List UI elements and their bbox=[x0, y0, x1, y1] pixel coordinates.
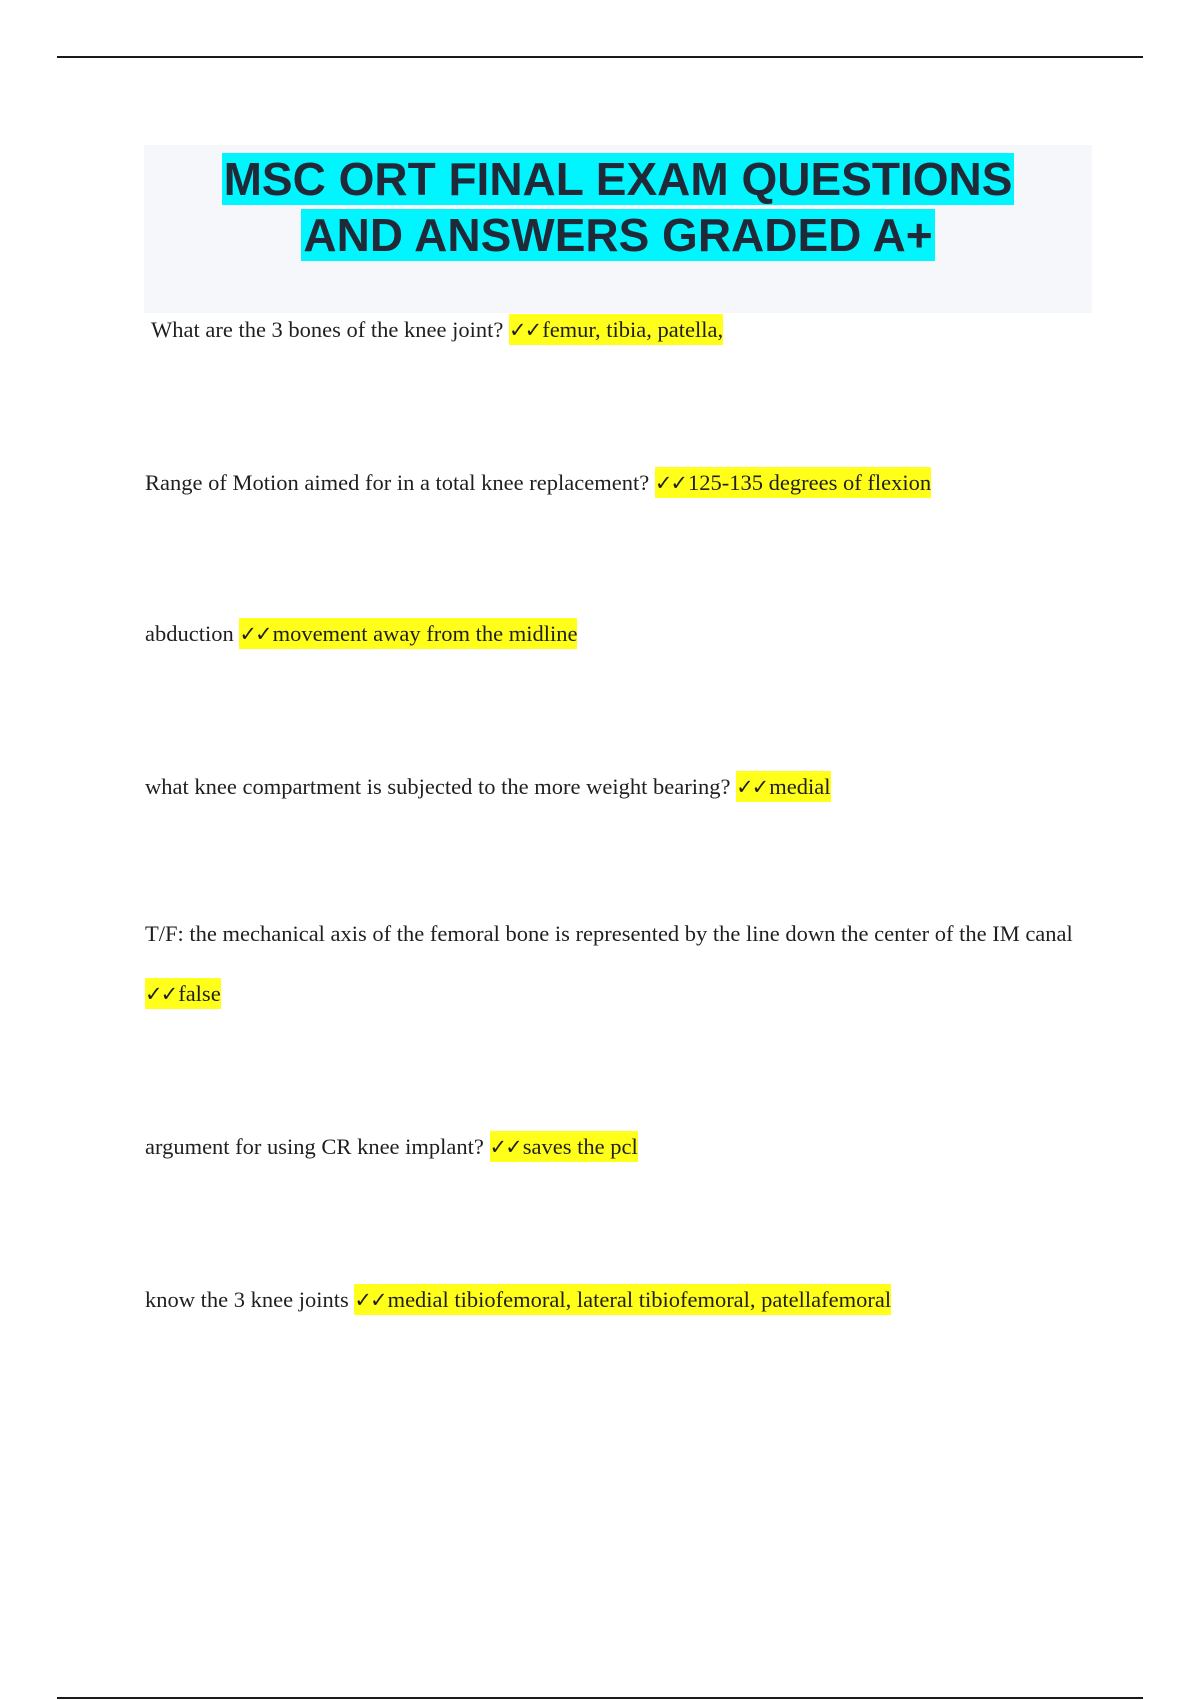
title-line-2: AND ANSWERS GRADED A+ bbox=[303, 209, 933, 261]
answer-highlight bbox=[354, 1284, 891, 1315]
answer-text: 125-135 degrees of flexion bbox=[688, 470, 932, 495]
question-text: abduction bbox=[145, 621, 234, 646]
question-text: Range of Motion aimed for in a total knee replacement? bbox=[145, 470, 650, 495]
qa-item-4 bbox=[145, 757, 1105, 817]
qa-item-5 bbox=[145, 904, 1105, 1024]
answer-highlight bbox=[655, 467, 931, 498]
title-line-1: MSC ORT FINAL EXAM QUESTIONS bbox=[223, 153, 1013, 205]
answer-highlight bbox=[509, 314, 723, 345]
title-box bbox=[144, 145, 1092, 313]
double-check-icon: ✓✓ bbox=[145, 982, 177, 1006]
double-check-icon: ✓✓ bbox=[239, 622, 271, 646]
document-title bbox=[144, 145, 1092, 263]
footer-rule bbox=[57, 1697, 1143, 1699]
qa-item-3 bbox=[145, 604, 1105, 664]
answer-text: false bbox=[178, 981, 221, 1006]
qa-item-1 bbox=[151, 300, 1111, 360]
double-check-icon: ✓✓ bbox=[354, 1288, 386, 1312]
question-text: what knee compartment is subjected to the more weight bearing? bbox=[145, 774, 731, 799]
qa-item-2 bbox=[145, 453, 1105, 513]
question-text: argument for using CR knee implant? bbox=[145, 1134, 484, 1159]
double-check-icon: ✓✓ bbox=[489, 1135, 521, 1159]
answer-text: medial bbox=[769, 774, 831, 799]
double-check-icon: ✓✓ bbox=[509, 318, 541, 342]
answer-highlight bbox=[736, 771, 830, 802]
qa-item-7 bbox=[145, 1270, 1105, 1330]
double-check-icon: ✓✓ bbox=[654, 471, 687, 495]
question-text: What are the 3 bones of the knee joint? bbox=[151, 317, 504, 342]
answer-text: saves the pcl bbox=[522, 1134, 638, 1159]
answer-highlight bbox=[490, 1131, 638, 1162]
qa-item-6 bbox=[145, 1117, 1105, 1177]
answer-highlight bbox=[145, 978, 221, 1009]
answer-text: medial tibiofemoral, lateral tibiofemoral, patellafemoral bbox=[387, 1287, 892, 1312]
answer-text: femur, tibia, patella, bbox=[542, 317, 724, 342]
answer-highlight bbox=[239, 618, 577, 649]
answer-text: movement away from the midline bbox=[272, 621, 578, 646]
header-rule bbox=[57, 56, 1143, 58]
double-check-icon: ✓✓ bbox=[736, 775, 768, 799]
question-text: know the 3 knee joints bbox=[145, 1287, 349, 1312]
question-text: T/F: the mechanical axis of the femoral bone is represented by the line down the center of the IM canal bbox=[145, 921, 1073, 946]
